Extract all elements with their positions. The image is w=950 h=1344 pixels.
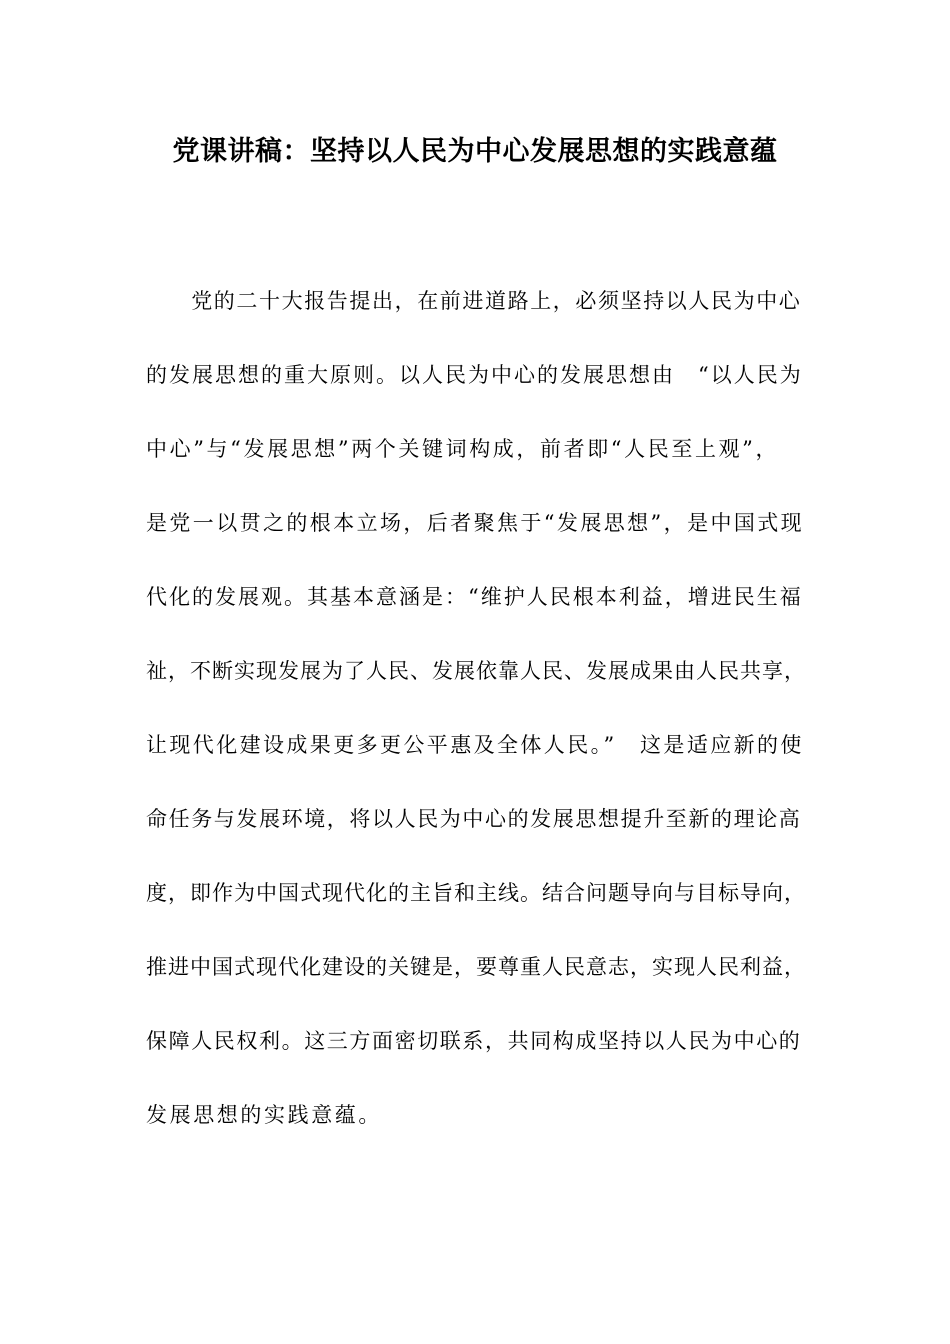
document-title: 党课讲稿：坚持以人民为中心发展思想的实践意蕴 xyxy=(172,136,778,167)
paragraph-line-4: 是党一以贯之的根本立场，后者聚焦于“发展思想”，是中国式现 xyxy=(146,511,805,535)
paragraph-line-10: 推进中国式现代化建设的关键是，要尊重人民意志，实现人民利益， xyxy=(146,955,806,979)
paragraph-line-12: 发展思想的实践意蕴。 xyxy=(146,1103,382,1127)
paragraph-line-6: 祉，不断实现发展为了人民、发展依靠人民、发展成果由人民共享， xyxy=(146,659,806,683)
paragraph-line-3: 中心”与“发展思想”两个关键词构成，前者即“人民至上观”， xyxy=(146,437,780,461)
paragraph-line-8: 命任务与发展环境，将以人民为中心的发展思想提升至新的理论高 xyxy=(146,807,802,831)
paragraph-line-7: 让现代化建设成果更多更公平惠及全体人民。” 这是适应新的使 xyxy=(146,733,804,757)
paragraph-line-9: 度，即作为中国式现代化的主旨和主线。结合问题导向与目标导向， xyxy=(146,881,806,905)
paragraph-line-2: 的发展思想的重大原则。以人民为中心的发展思想由 “以人民为 xyxy=(146,363,803,387)
paragraph-line-1: 党的二十大报告提出，在前进道路上，必须坚持以人民为中心 xyxy=(146,289,802,313)
paragraph-line-5: 代化的发展观。其基本意涵是：“维护人民根本利益，增进民生福 xyxy=(146,585,803,609)
paragraph-line-11: 保障人民权利。这三方面密切联系，共同构成坚持以人民为中心的 xyxy=(146,1029,802,1053)
